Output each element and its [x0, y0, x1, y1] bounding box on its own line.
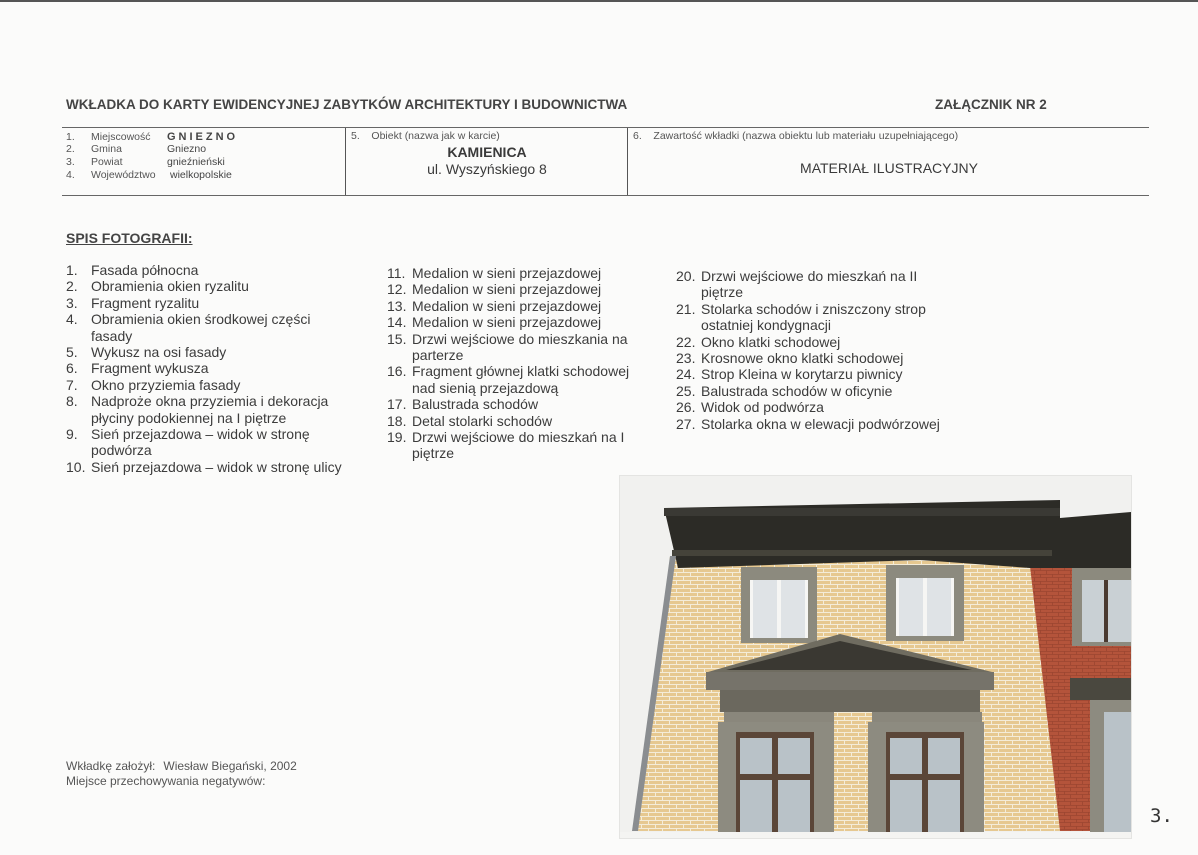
- negatives-row: [66, 774, 297, 789]
- photo-list-column-3: [676, 268, 946, 432]
- photo-list-column-2: [387, 265, 632, 462]
- object-address: ul. Wyszyńskiego 8: [427, 161, 547, 177]
- neighbour-window: [1072, 568, 1131, 646]
- item-text: Medalion w sieni przejazdowej: [412, 297, 602, 314]
- item-text: Okno klatki schodowej: [701, 333, 841, 350]
- item-number: 27.: [676, 415, 696, 432]
- item-number: 11.: [387, 265, 406, 281]
- document-title: WKŁADKA DO KARTY EWIDENCYJNEJ ZABYTKÓW ARCHITEKTURY I BUDOWNICTWA: [66, 97, 628, 112]
- item-text: Medalion w sieni przejazdowej: [412, 265, 602, 281]
- scan-top-edge: [0, 0, 1198, 2]
- item-number: 7.: [66, 376, 78, 393]
- row-value: gnieźnieński: [167, 156, 225, 168]
- item-text: Drzwi wejściowe do mieszkania na parterze: [412, 330, 628, 364]
- item-text: Sień przejazdowa – widok w stronę ulicy: [91, 458, 342, 475]
- photo-list-item: [66, 459, 351, 475]
- photo-list-item: [387, 363, 632, 396]
- item-text: Detal stolarki schodów: [412, 412, 553, 429]
- item-number: 14.: [387, 314, 407, 331]
- item-number: 6.: [66, 360, 78, 377]
- item-text: Strop Kleina w korytarzu piwnicy: [701, 366, 903, 383]
- item-text: Medalion w sieni przejazdowej: [412, 281, 602, 298]
- annex-number: ZAŁĄCZNIK NR 2: [935, 97, 1047, 112]
- item-text: Fragment głównej klatki schodowej nad sienią przejazdową: [412, 363, 630, 396]
- row-number: 3.: [66, 156, 75, 168]
- item-text: Fragment ryzalitu: [91, 294, 200, 311]
- photo-list-item: [676, 301, 946, 334]
- photo-list-item: [676, 399, 946, 415]
- photo-list-item: [387, 281, 632, 297]
- object-cell: [345, 128, 628, 195]
- item-number: 21.: [676, 300, 696, 317]
- row-value: GNIEZNO: [167, 131, 239, 143]
- row-label: Województwo: [91, 169, 156, 181]
- footer-info: [66, 759, 297, 789]
- item-text: Nadproże okna przyziemia i dekoracja płyciny podokiennej na I piętrze: [91, 393, 329, 426]
- item-number: 24.: [676, 366, 696, 383]
- photo-list-item: [676, 350, 946, 366]
- row-number: 1.: [66, 131, 75, 143]
- photo-list-item: [66, 360, 351, 376]
- row-label: Miejscowość: [91, 131, 151, 143]
- row-label: Gmina: [91, 143, 122, 155]
- item-number: 5.: [66, 344, 78, 361]
- lower-window-left: [718, 722, 834, 838]
- photo-list-item: [387, 265, 632, 281]
- photo-list-item: [66, 344, 351, 360]
- item-text: Medalion w sieni przejazdowej: [412, 314, 602, 331]
- upper-window: [741, 567, 817, 643]
- item-number: 23.: [676, 350, 696, 367]
- item-number: 15.: [387, 330, 407, 347]
- photo-list-item: [387, 429, 632, 462]
- row-number: 2.: [66, 143, 75, 155]
- form-header-table: [62, 127, 1149, 196]
- photo-list-column-1: [66, 262, 351, 475]
- item-number: 19.: [387, 429, 407, 446]
- item-text: Okno przyziemia fasady: [91, 376, 241, 393]
- item-number: 12.: [387, 281, 407, 298]
- photo-list-item: [66, 393, 351, 426]
- location-cell: [62, 128, 345, 195]
- item-text: Obramienia okien środkowej części fasady: [91, 311, 311, 344]
- item-number: 9.: [66, 426, 78, 443]
- row-number: 4.: [66, 169, 75, 181]
- item-number: 10.: [66, 458, 86, 475]
- photo-list-item: [66, 311, 351, 344]
- item-text: Stolarka schodów i zniszczony strop ostatniej kondygnacji: [701, 300, 926, 334]
- item-number: 2.: [66, 278, 78, 295]
- row-label: Powiat: [91, 156, 123, 168]
- item-text: Fragment wykusza: [91, 360, 209, 377]
- contents-value: MATERIAŁ ILUSTRACYJNY: [800, 160, 978, 176]
- author-row: [66, 759, 297, 774]
- item-number: 20.: [676, 268, 696, 284]
- row-value: Gniezno: [167, 143, 207, 155]
- item-text: Drzwi wejściowe do mieszkań na II piętrze: [701, 268, 918, 301]
- photo-list-item: [66, 278, 351, 294]
- item-text: Krosnowe okno klatki schodowej: [701, 350, 904, 367]
- item-number: 26.: [676, 399, 696, 416]
- item-text: Obramienia okien ryzalitu: [91, 278, 249, 295]
- item-text: Balustrada schodów w oficynie: [701, 382, 893, 399]
- object-name: KAMIENICA: [447, 144, 527, 160]
- photo-list-item: [66, 262, 351, 278]
- photo-list-item: [387, 413, 632, 429]
- negatives-label: Miejsce przechowywania negatywów:: [66, 774, 266, 788]
- item-number: 8.: [66, 393, 78, 410]
- author-label: Wkładkę założył:: [66, 759, 156, 773]
- item-text: Drzwi wejściowe do mieszkań na I piętrze: [412, 429, 625, 462]
- photo-list-item: [676, 366, 946, 382]
- photo-list-item: [387, 298, 632, 314]
- item-text: Widok od podwórza: [701, 399, 824, 416]
- item-number: 25.: [676, 382, 696, 399]
- photo-list-item: [66, 377, 351, 393]
- photo-list-title: SPIS FOTOGRAFII:: [66, 230, 193, 246]
- photo-list-item: [676, 334, 946, 350]
- item-number: 1.: [66, 262, 78, 278]
- photo-list-item: [387, 314, 632, 330]
- photo-list-item: [387, 396, 632, 412]
- page-number: 3.: [1150, 805, 1173, 827]
- lower-window-right: [868, 722, 984, 838]
- item-text: Sień przejazdowa – widok w stronę podwórza: [91, 426, 310, 459]
- photo-list-item: [676, 383, 946, 399]
- photo-list-item: [676, 268, 946, 301]
- contents-cell: [627, 128, 1150, 195]
- item-text: Fasada północna: [91, 262, 199, 278]
- photo-list-item: [387, 331, 632, 364]
- item-number: 22.: [676, 333, 696, 350]
- contents-label: 6. Zawartość wkładki (nazwa obiektu lub materiału uzupełniającego): [633, 130, 959, 142]
- photo-list-item: [66, 295, 351, 311]
- photo-list-item: [676, 416, 946, 432]
- row-value: wielkopolskie: [170, 169, 232, 181]
- item-text: Stolarka okna w elewacji podwórzowej: [701, 415, 940, 432]
- author-value: Wiesław Biegański, 2002: [163, 759, 297, 773]
- facade-photograph: [620, 476, 1131, 838]
- item-text: Wykusz na osi fasady: [91, 344, 227, 361]
- upper-window: [886, 565, 964, 641]
- item-text: Balustrada schodów: [412, 396, 539, 413]
- item-number: 4.: [66, 311, 78, 328]
- facade-photo-image: [620, 476, 1131, 838]
- item-number: 17.: [387, 396, 407, 413]
- object-label: 5. Obiekt (nazwa jak w karcie): [351, 130, 500, 142]
- item-number: 16.: [387, 363, 407, 380]
- item-number: 18.: [387, 412, 407, 429]
- item-number: 3.: [66, 294, 78, 311]
- photo-list-item: [66, 426, 351, 459]
- item-number: 13.: [387, 297, 407, 314]
